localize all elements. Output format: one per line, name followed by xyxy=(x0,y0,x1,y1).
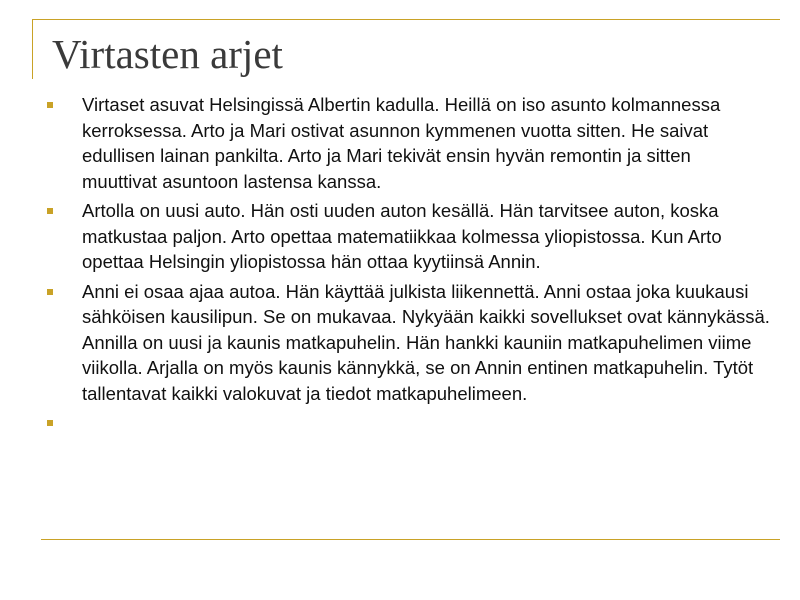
bullet-item-empty xyxy=(40,410,770,436)
bullet-list xyxy=(40,92,770,440)
bullet-item xyxy=(40,279,770,407)
bullet-text: Artolla on uusi auto. Hän osti uuden auton kesällä. Hän tarvitsee auton, koska matkustaa paljon. Arto opettaa matematiikkaa kolmessa yliopistossa. Kun Arto opettaa Helsingin yliopistossa hän ottaa kyytiinsä Annin. xyxy=(82,200,722,272)
left-rule xyxy=(32,19,33,79)
bullet-text: Anni ei osaa ajaa autoa. Hän käyttää julkista liikennettä. Anni ostaa joka kuukausi sähköisen kausilipun. Se on mukavaa. Nykyään kaikki sovellukset ovat kännykässä. Annilla on uusi ja kaunis matkapuhelin. Hän hankki kauniin matkapuhelimen viime viikolla. Arjalla on myös kaunis kännykkä, se on Annin entinen matkapuhelin. Tytöt tallentavat kaikki valokuvat ja tiedot matkapuhelimeen. xyxy=(82,280,770,404)
square-bullet-icon xyxy=(47,289,53,295)
bullet-text: Virtaset asuvat Helsingissä Albertin kadulla. Heillä on iso asunto kolmannessa kerroksessa. Arto ja Mari ostivat asunnon kymmenen vuotta sitten. He saivat edullisen lainan pankilta. Arto ja Mari tekivät ensin hyvän remontin ja sitten muuttivat asuntoon lastensa kanssa. xyxy=(82,94,721,192)
bullet-item xyxy=(40,92,770,194)
bottom-rule xyxy=(41,539,780,540)
bullet-item xyxy=(40,198,770,275)
square-bullet-icon xyxy=(47,208,53,214)
slide-title: Virtasten arjet xyxy=(52,31,283,77)
square-bullet-icon xyxy=(47,420,53,426)
square-bullet-icon xyxy=(47,102,53,108)
top-rule xyxy=(33,19,780,20)
